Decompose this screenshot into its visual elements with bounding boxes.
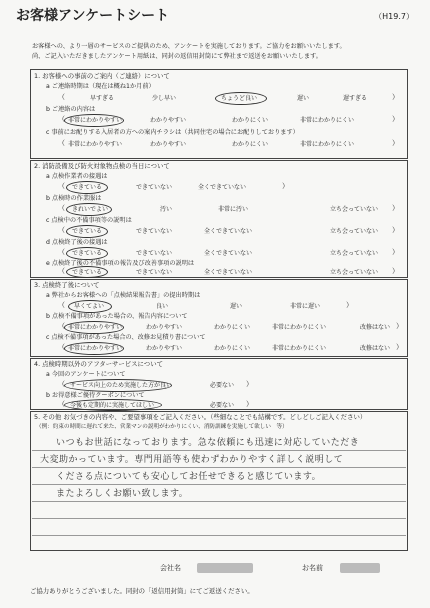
selection-circle bbox=[66, 203, 112, 216]
s3-qb-opt-5[interactable]: 改修はない bbox=[360, 324, 391, 331]
s3-qc-opt-4[interactable]: 非常にわかりにくい bbox=[272, 345, 327, 352]
s2-qc-opt-3[interactable]: 全くできていない bbox=[204, 228, 253, 235]
s4-qb-opt-2[interactable]: 必要ない bbox=[210, 402, 235, 409]
s3-qa-label: a 弊社からお客様への「点検結果報告書」の提出時期は bbox=[46, 292, 201, 299]
selection-circle bbox=[66, 225, 108, 238]
s2-qe-opt-1[interactable]: できている bbox=[72, 269, 103, 276]
s4-qa-opt-2[interactable]: 必要ない bbox=[210, 382, 235, 389]
selection-circle bbox=[68, 300, 112, 313]
s1-qa-opt-3[interactable]: ちょうど良い bbox=[221, 95, 258, 102]
s2-qa-label: a 点検作業者の接遇は bbox=[46, 173, 108, 180]
paren-open: （ bbox=[58, 343, 65, 351]
s3-qb-opt-1[interactable]: 非常にわかりやすい bbox=[68, 324, 123, 331]
paren-open: （ bbox=[58, 267, 65, 275]
s2-qb-label: b 点検時の作業服は bbox=[46, 195, 102, 202]
handwritten-comment-line-4: またよろしくお願い致します。 bbox=[56, 489, 189, 499]
selection-circle bbox=[215, 92, 267, 105]
s4-qa-label: a 今回のアンケートについて bbox=[46, 371, 126, 378]
paren-close: ） bbox=[392, 267, 399, 275]
s3-qb-opt-4[interactable]: 非常にわかりにくい bbox=[272, 324, 327, 331]
section-2-title: 2. 消防設備及び防火対象物点検の当日について bbox=[34, 162, 170, 170]
s2-qb-opt-1[interactable]: きれいでよい bbox=[72, 206, 109, 213]
s2-qb-opt-4[interactable]: 立ち会っていない bbox=[330, 206, 379, 213]
paren-open: （ bbox=[58, 226, 65, 234]
s2-qd-opt-3[interactable]: 全くできていない bbox=[204, 250, 253, 257]
s3-qa-opt-4[interactable]: 非常に遅い bbox=[290, 303, 321, 310]
s3-qb-opt-2[interactable]: わかりやすい bbox=[146, 324, 183, 331]
s1-qa-opt-1[interactable]: 早すぎる bbox=[90, 95, 115, 102]
s2-qd-opt-4[interactable]: 立ち会っていない bbox=[330, 250, 379, 257]
s2-qb-opt-3[interactable]: 非常に汚い bbox=[218, 206, 249, 213]
s3-qc-opt-1[interactable]: 非常にわかりやすい bbox=[68, 345, 123, 352]
intro-line-2: 尚、ご記入いただきましたアンケート用紙は、同封の返信用封筒にて弊社まで返送をお願いいたします。 bbox=[32, 53, 322, 60]
selection-circle bbox=[64, 114, 124, 127]
section-4-title: 4. 点検時期以外のアフターサービスについて bbox=[34, 360, 163, 368]
handwritten-comment-line-1: いつもお世話になっております。急な依頼にも迅速に対応していただき bbox=[56, 438, 360, 448]
section-5-note: （例：約束の時間に遅れて来た、営業マンの説明がわかりにくい、消防訓練を実施して欲しい 等） bbox=[36, 424, 288, 430]
thanks-message: ご協力ありがとうございました。同封の「返信用封筒」にてご返送ください。 bbox=[30, 587, 254, 595]
paren-open: （ bbox=[58, 204, 65, 212]
s1-qb-opt-1[interactable]: 非常にわかりやすい bbox=[68, 117, 123, 124]
s2-qb-opt-2[interactable]: 汚い bbox=[160, 206, 173, 213]
section-1-title: 1. お客様への事前のご案内（ご連絡）について bbox=[34, 72, 170, 80]
writing-line bbox=[32, 484, 406, 485]
selection-circle bbox=[64, 399, 162, 411]
s3-qa-opt-2[interactable]: 良い bbox=[156, 303, 169, 310]
s2-qe-opt-2[interactable]: できていない bbox=[136, 269, 173, 276]
s1-qa-label: a ご連絡時期は（現在は概ね1か月前） bbox=[46, 83, 155, 90]
s2-qe-label: e 点検終了後の不備事項の報告及び改善事項の説明は bbox=[46, 260, 195, 267]
s2-qa-opt-3[interactable]: 全くできていない bbox=[198, 184, 247, 191]
s2-qa-opt-2[interactable]: できていない bbox=[136, 184, 173, 191]
paren-open: （ bbox=[58, 322, 65, 330]
writing-line bbox=[32, 467, 406, 468]
s1-qa-opt-4[interactable]: 遅い bbox=[297, 95, 310, 102]
selection-circle bbox=[66, 181, 108, 194]
paren-close: ） bbox=[392, 248, 399, 256]
s3-qc-opt-3[interactable]: わかりにくい bbox=[214, 345, 251, 352]
s4-qa-opt-1[interactable]: サービス向上のため実施した方が良い bbox=[70, 382, 173, 389]
paren-close: ） bbox=[392, 139, 399, 147]
selection-circle bbox=[64, 321, 124, 334]
paren-close: ） bbox=[392, 93, 399, 101]
paren-close: ） bbox=[346, 301, 353, 309]
paren-open: （ bbox=[58, 115, 65, 123]
s1-qc-opt-2[interactable]: わかりやすい bbox=[150, 141, 187, 148]
s1-qa-opt-5[interactable]: 遅すぎる bbox=[343, 95, 368, 102]
s4-qb-opt-1[interactable]: 今後も定期的に実施してほしい bbox=[70, 402, 155, 409]
s3-qb-label: b 点検不備事項があった場合の、報告内容について bbox=[46, 313, 188, 320]
selection-circle bbox=[66, 266, 108, 278]
s3-qc-label: c 点検不備事項があった場合の、改修お見積り書について bbox=[46, 334, 206, 341]
s1-qc-opt-1[interactable]: 非常にわかりやすい bbox=[68, 141, 123, 148]
s1-qb-label: b ご連絡の内容は bbox=[46, 106, 96, 113]
paren-close: ） bbox=[396, 322, 403, 330]
writing-line bbox=[32, 450, 406, 451]
s2-qa-opt-1[interactable]: できている bbox=[72, 184, 103, 191]
s1-qc-opt-4[interactable]: 非常にわかりにくい bbox=[300, 141, 355, 148]
writing-line bbox=[32, 501, 406, 502]
paren-close: ） bbox=[246, 380, 253, 388]
s1-qa-opt-2[interactable]: 少し早い bbox=[152, 95, 177, 102]
s1-qb-opt-2[interactable]: わかりやすい bbox=[150, 117, 187, 124]
s2-qc-opt-4[interactable]: 立ち会っていない bbox=[330, 228, 379, 235]
s4-qb-label: b お得意様ご優待クーポンについて bbox=[46, 392, 145, 399]
company-label: 会社名 bbox=[160, 564, 181, 572]
paren-open: （ bbox=[58, 93, 65, 101]
customer-name-redacted bbox=[340, 563, 380, 573]
section-3-title: 3. 点検終了後について bbox=[34, 281, 100, 289]
s2-qc-opt-1[interactable]: できている bbox=[72, 228, 103, 235]
s3-qa-opt-1[interactable]: 早くてよい bbox=[74, 303, 105, 310]
selection-circle bbox=[66, 247, 108, 260]
s2-qc-label: c 点検中の不備事項等の説明は bbox=[46, 217, 132, 224]
paren-close: ） bbox=[246, 400, 253, 408]
s1-qb-opt-4[interactable]: 非常にわかりにくい bbox=[300, 117, 355, 124]
paren-close: ） bbox=[396, 343, 403, 351]
paren-close: ） bbox=[392, 204, 399, 212]
s2-qe-opt-3[interactable]: 全くできていない bbox=[204, 269, 253, 276]
paren-close: ） bbox=[282, 182, 289, 190]
s2-qd-opt-1[interactable]: できている bbox=[72, 250, 103, 257]
s3-qc-opt-5[interactable]: 改修はない bbox=[360, 345, 391, 352]
selection-circle bbox=[64, 379, 172, 392]
page-title: お客様アンケートシート bbox=[16, 8, 170, 24]
selection-circle bbox=[64, 342, 124, 355]
company-name-redacted bbox=[197, 563, 253, 573]
paren-open: （ bbox=[58, 400, 65, 408]
s2-qe-opt-4[interactable]: 立ち会っていない bbox=[330, 269, 379, 276]
form-date: （H19.7） bbox=[374, 12, 414, 21]
paren-open: （ bbox=[58, 301, 65, 309]
s3-qc-opt-2[interactable]: わかりやすい bbox=[146, 345, 183, 352]
intro-line-1: お客様への、より一層のサービスのご提供のため、アンケートを実施しております。ご協力をお願いいたします。 bbox=[32, 43, 346, 50]
paren-open: （ bbox=[58, 182, 65, 190]
s1-qb-opt-3[interactable]: わかりにくい bbox=[232, 117, 269, 124]
paren-close: ） bbox=[392, 226, 399, 234]
paren-close: ） bbox=[392, 115, 399, 123]
s1-qc-label: c 事前にお配りする入居者の方への案内チラシは（共同住宅の場合にお配りしております） bbox=[46, 129, 299, 136]
s3-qb-opt-3[interactable]: わかりにくい bbox=[214, 324, 251, 331]
section-5-title: 5. その他 お気づきの内容や、ご要望事項をご記入ください。（些細なことでも結構です。どしどしご記入ください） bbox=[34, 413, 367, 421]
name-label: お名前 bbox=[302, 564, 323, 572]
paren-open: （ bbox=[58, 248, 65, 256]
s2-qd-opt-2[interactable]: できていない bbox=[136, 250, 173, 257]
s3-qa-opt-3[interactable]: 遅い bbox=[230, 303, 243, 310]
s2-qc-opt-2[interactable]: できていない bbox=[136, 228, 173, 235]
handwritten-comment-line-2: 大変助かっています。専門用語等も使わずわかりやすく詳しく説明して bbox=[40, 455, 344, 465]
writing-line bbox=[32, 518, 406, 519]
s2-qd-label: d 点検終了後の接遇は bbox=[46, 239, 108, 246]
handwritten-comment-line-3: くださる点についても安心してお任せできると感じています。 bbox=[56, 472, 322, 482]
paren-open: （ bbox=[58, 380, 65, 388]
writing-line bbox=[32, 535, 406, 536]
s1-qc-opt-3[interactable]: わかりにくい bbox=[232, 141, 269, 148]
paren-open: （ bbox=[58, 139, 65, 147]
